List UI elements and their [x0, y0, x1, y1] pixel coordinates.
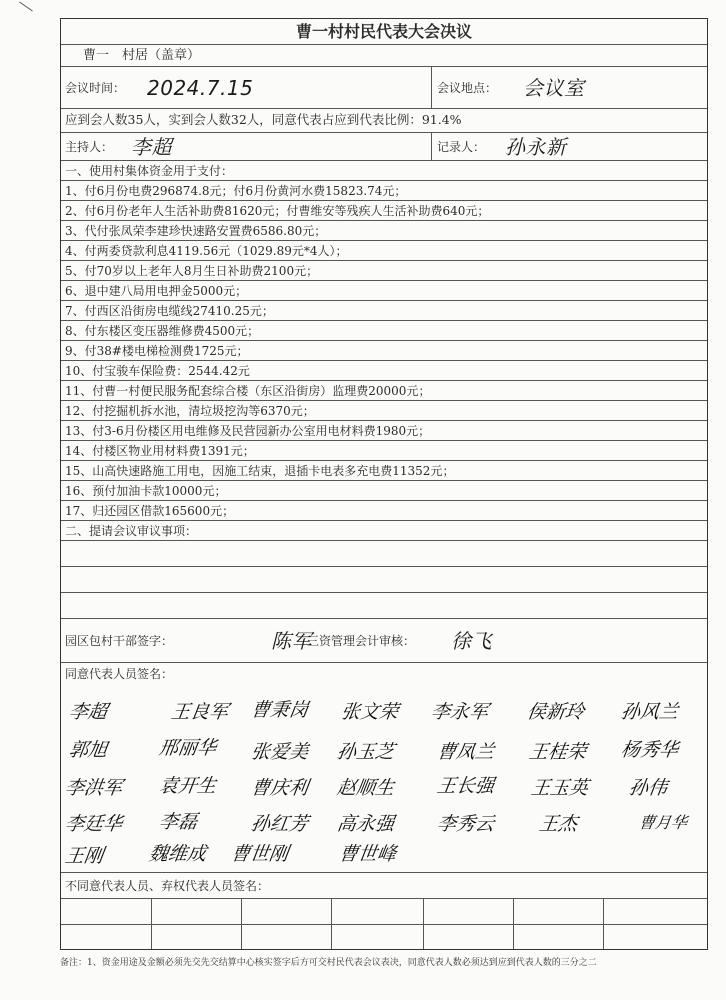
section1-heading: 一、使用村集体资金用于支付：	[65, 163, 234, 178]
attendance-row	[61, 109, 707, 133]
signature: 张文荣	[339, 701, 400, 723]
signature: 王刚	[63, 845, 105, 867]
payment-item: 4、付两委贷款利息4119.56元（1029.89元*4人）；	[61, 241, 707, 261]
payment-item: 6、退中建八局用电押金5000元；	[61, 281, 707, 301]
payment-item: 16、预付加油卡款10000元；	[61, 481, 707, 501]
section1-heading-row	[61, 161, 707, 181]
auditor-label: 三资管理会计审核：	[307, 633, 416, 648]
agree-signatures-area	[61, 663, 707, 873]
signature: 曹世刚	[229, 843, 290, 865]
signoff-row	[61, 619, 707, 663]
footnote: 备注：1、资金用途及金额必须先交先交结算中心核实签字后方可交村民代表会议表决，同意代表人数必须达到应到代表人数的三分之二	[60, 958, 597, 968]
signature: 曹月华	[637, 813, 689, 832]
signature: 李超	[67, 701, 109, 723]
payment-item: 15、山高快速路施工用电，因施工结束，退插卡电表多充电费11352元；	[61, 461, 707, 481]
signature: 曹世峰	[337, 843, 398, 865]
signature: 王杰	[537, 813, 579, 835]
signature: 侯新玲	[525, 701, 586, 723]
payment-item: 14、付楼区物业用材料费1391元；	[61, 441, 707, 461]
signature: 李磊	[157, 811, 199, 833]
blank-row	[61, 567, 707, 593]
signature: 孙玉芝	[335, 741, 396, 763]
host-signature: 李超	[131, 134, 172, 159]
payment-item: 17、归还园区借款165600元；	[61, 501, 707, 521]
payment-item: 10、付宝骏车保险费：2544.42元	[61, 361, 707, 381]
blank-row	[61, 593, 707, 619]
signature: 曹凤兰	[435, 741, 496, 763]
section2-heading: 二、提请会议审议事项：	[65, 523, 198, 538]
signature: 杨秀华	[619, 739, 680, 761]
signature: 赵顺生	[335, 777, 396, 799]
payment-item: 9、付38#楼电梯检测费1725元；	[61, 341, 707, 361]
host-recorder-row	[61, 133, 707, 161]
payment-item: 5、付70岁以上老年人8月生日补助费2100元；	[61, 261, 707, 281]
signature: 孙红芳	[249, 813, 310, 835]
village-row	[61, 45, 707, 67]
disagree-row	[61, 899, 707, 925]
recorder-signature: 孙永新	[505, 134, 567, 159]
auditor-signature: 徐飞	[451, 628, 492, 653]
blank-row	[61, 541, 707, 567]
signature: 王良军	[169, 701, 230, 723]
payment-item: 13、付3-6月份楼区用电维修及民营园新办公室用电材料费1980元；	[61, 421, 707, 441]
payment-item: 11、付曹一村便民服务配套综合楼（东区沿街房）监理费20000元；	[61, 381, 707, 401]
disagree-label-row	[61, 873, 707, 899]
signature: 郭旭	[67, 739, 109, 761]
signature: 王长强	[435, 775, 496, 797]
signature: 李秀云	[435, 813, 496, 835]
signature: 王玉英	[529, 777, 590, 799]
signature: 曹庆利	[249, 777, 310, 799]
host-label: 主持人：	[65, 139, 114, 154]
signature: 李廷华	[63, 813, 124, 835]
place-value: 会议室	[523, 75, 585, 100]
payment-item: 1、付6月份电费296874.8元；付6月份黄河水费15823.74元；	[61, 181, 707, 201]
time-label: 会议时间：	[65, 80, 126, 95]
payment-item: 8、付东楼区变压器维修费4500元；	[61, 321, 707, 341]
time-value: 2024.7.15	[147, 75, 254, 100]
cadre-signature: 陈军	[271, 628, 312, 653]
signature: 李永军	[429, 701, 490, 723]
payment-item: 2、付6月份老年人生活补助费81620元；付曹维安等残疾人生活补助费640元；	[61, 201, 707, 221]
signature: 魏维成	[147, 843, 208, 865]
title-row	[61, 19, 707, 45]
place-label: 会议地点：	[437, 80, 498, 95]
village-label: 曹一 村居（盖章）	[83, 48, 201, 63]
recorder-label: 记录人：	[437, 139, 486, 154]
disagree-row	[61, 925, 707, 949]
signature: 孙伟	[627, 777, 669, 799]
signature: 袁开生	[157, 775, 218, 797]
payment-item: 7、付西区沿街房电缆线27410.25元；	[61, 301, 707, 321]
scan-mark	[19, 2, 33, 12]
page-title: 曹一村村民代表大会决议	[295, 21, 472, 41]
attendance-text: 应到会人数35人，实到会人数32人，同意代表占应到代表比例：91.4%	[65, 112, 462, 128]
time-place-row	[61, 67, 707, 109]
signature: 张爱美	[249, 741, 310, 763]
signature: 孙风兰	[619, 701, 680, 723]
disagree-label: 不同意代表人员、弃权代表人员签名：	[65, 878, 270, 893]
signature: 邢丽华	[157, 737, 218, 759]
resolution-form	[60, 18, 708, 950]
signature: 高永强	[335, 813, 396, 835]
payment-item: 3、代付张凤荣李建珍快速路安置费6586.80元；	[61, 221, 707, 241]
signature: 王桂荣	[527, 741, 588, 763]
agree-label: 同意代表人员签名：	[65, 667, 174, 681]
cadre-label: 园区包村干部签字：	[65, 633, 174, 648]
section2-heading-row	[61, 521, 707, 541]
payment-item: 12、付挖掘机拆水池，清垃圾挖沟等6370元；	[61, 401, 707, 421]
signature: 李洪军	[63, 777, 124, 799]
signature: 曹秉岗	[249, 699, 310, 721]
